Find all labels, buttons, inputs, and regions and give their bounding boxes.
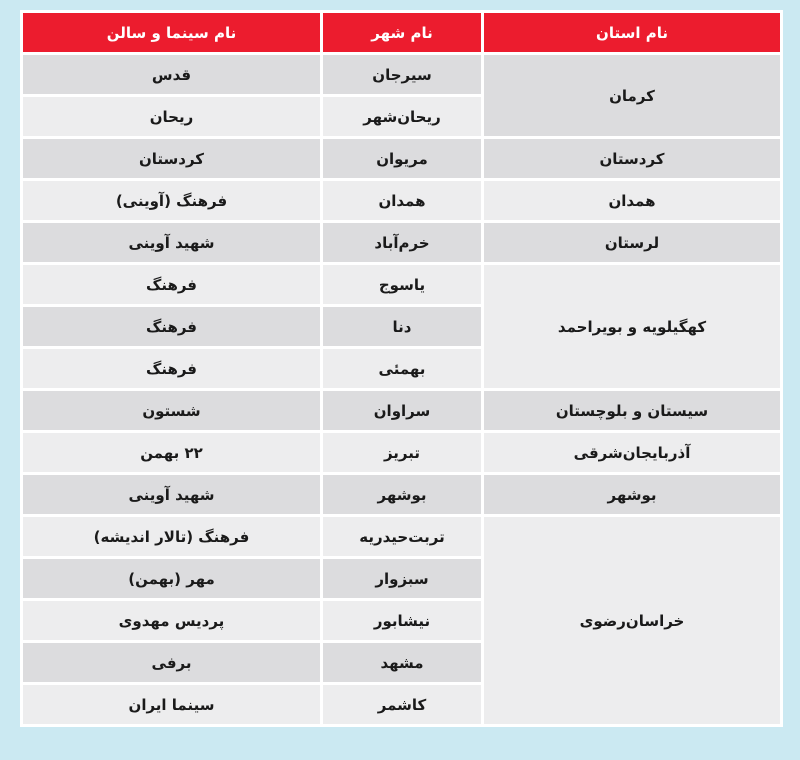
province-cell: لرستان xyxy=(484,223,780,262)
table-row xyxy=(23,55,780,94)
table-row xyxy=(23,223,780,262)
cinema-cell: شستون xyxy=(23,391,320,430)
cinema-cell: فرهنگ (آوینی) xyxy=(23,181,320,220)
province-cell: کردستان xyxy=(484,139,780,178)
table-row xyxy=(23,475,780,514)
city-cell: تبریز xyxy=(323,433,481,472)
city-cell: یاسوج xyxy=(323,265,481,304)
cinema-table-container xyxy=(20,10,780,727)
city-cell: سیرجان xyxy=(323,55,481,94)
header-province: نام استان xyxy=(484,13,780,52)
table-body xyxy=(23,55,780,724)
cinema-cell: ریحان xyxy=(23,97,320,136)
table-row xyxy=(23,139,780,178)
table-row xyxy=(23,433,780,472)
city-cell: بهمئی xyxy=(323,349,481,388)
city-cell: سبزوار xyxy=(323,559,481,598)
city-cell: خرم‌آباد xyxy=(323,223,481,262)
table-row xyxy=(23,181,780,220)
city-cell: همدان xyxy=(323,181,481,220)
cinema-cell: کردستان xyxy=(23,139,320,178)
city-cell: نیشابور xyxy=(323,601,481,640)
cinema-cell: فرهنگ xyxy=(23,349,320,388)
city-cell: تربت‌حیدریه xyxy=(323,517,481,556)
cinema-cell: قدس xyxy=(23,55,320,94)
cinema-cell: ۲۲ بهمن xyxy=(23,433,320,472)
cinema-cell: سینما ایران xyxy=(23,685,320,724)
province-cell: کرمان xyxy=(484,55,780,136)
city-cell: ریحان‌شهر xyxy=(323,97,481,136)
province-cell: سیستان و بلوچستان xyxy=(484,391,780,430)
table-row xyxy=(23,517,780,556)
cinema-cell: مهر (بهمن) xyxy=(23,559,320,598)
cinema-cell: فرهنگ (تالار اندیشه) xyxy=(23,517,320,556)
cinema-cell: فرهنگ xyxy=(23,265,320,304)
province-cell: همدان xyxy=(484,181,780,220)
province-cell: آذربایجان‌شرقی xyxy=(484,433,780,472)
province-cell: خراسان‌رضوی xyxy=(484,517,780,724)
cinema-cell: پردیس مهدوی xyxy=(23,601,320,640)
cinema-cell: شهید آوینی xyxy=(23,475,320,514)
cinema-table xyxy=(20,10,783,727)
province-cell: کهگیلویه و بویراحمد xyxy=(484,265,780,388)
header-cinema: نام سینما و سالن xyxy=(23,13,320,52)
city-cell: مریوان xyxy=(323,139,481,178)
city-cell: بوشهر xyxy=(323,475,481,514)
city-cell: کاشمر xyxy=(323,685,481,724)
city-cell: سراوان xyxy=(323,391,481,430)
cinema-cell: برفی xyxy=(23,643,320,682)
city-cell: دنا xyxy=(323,307,481,346)
province-cell: بوشهر xyxy=(484,475,780,514)
table-row xyxy=(23,265,780,304)
table-header-row xyxy=(23,13,780,52)
city-cell: مشهد xyxy=(323,643,481,682)
header-city: نام شهر xyxy=(323,13,481,52)
cinema-cell: شهید آوینی xyxy=(23,223,320,262)
table-row xyxy=(23,391,780,430)
cinema-cell: فرهنگ xyxy=(23,307,320,346)
